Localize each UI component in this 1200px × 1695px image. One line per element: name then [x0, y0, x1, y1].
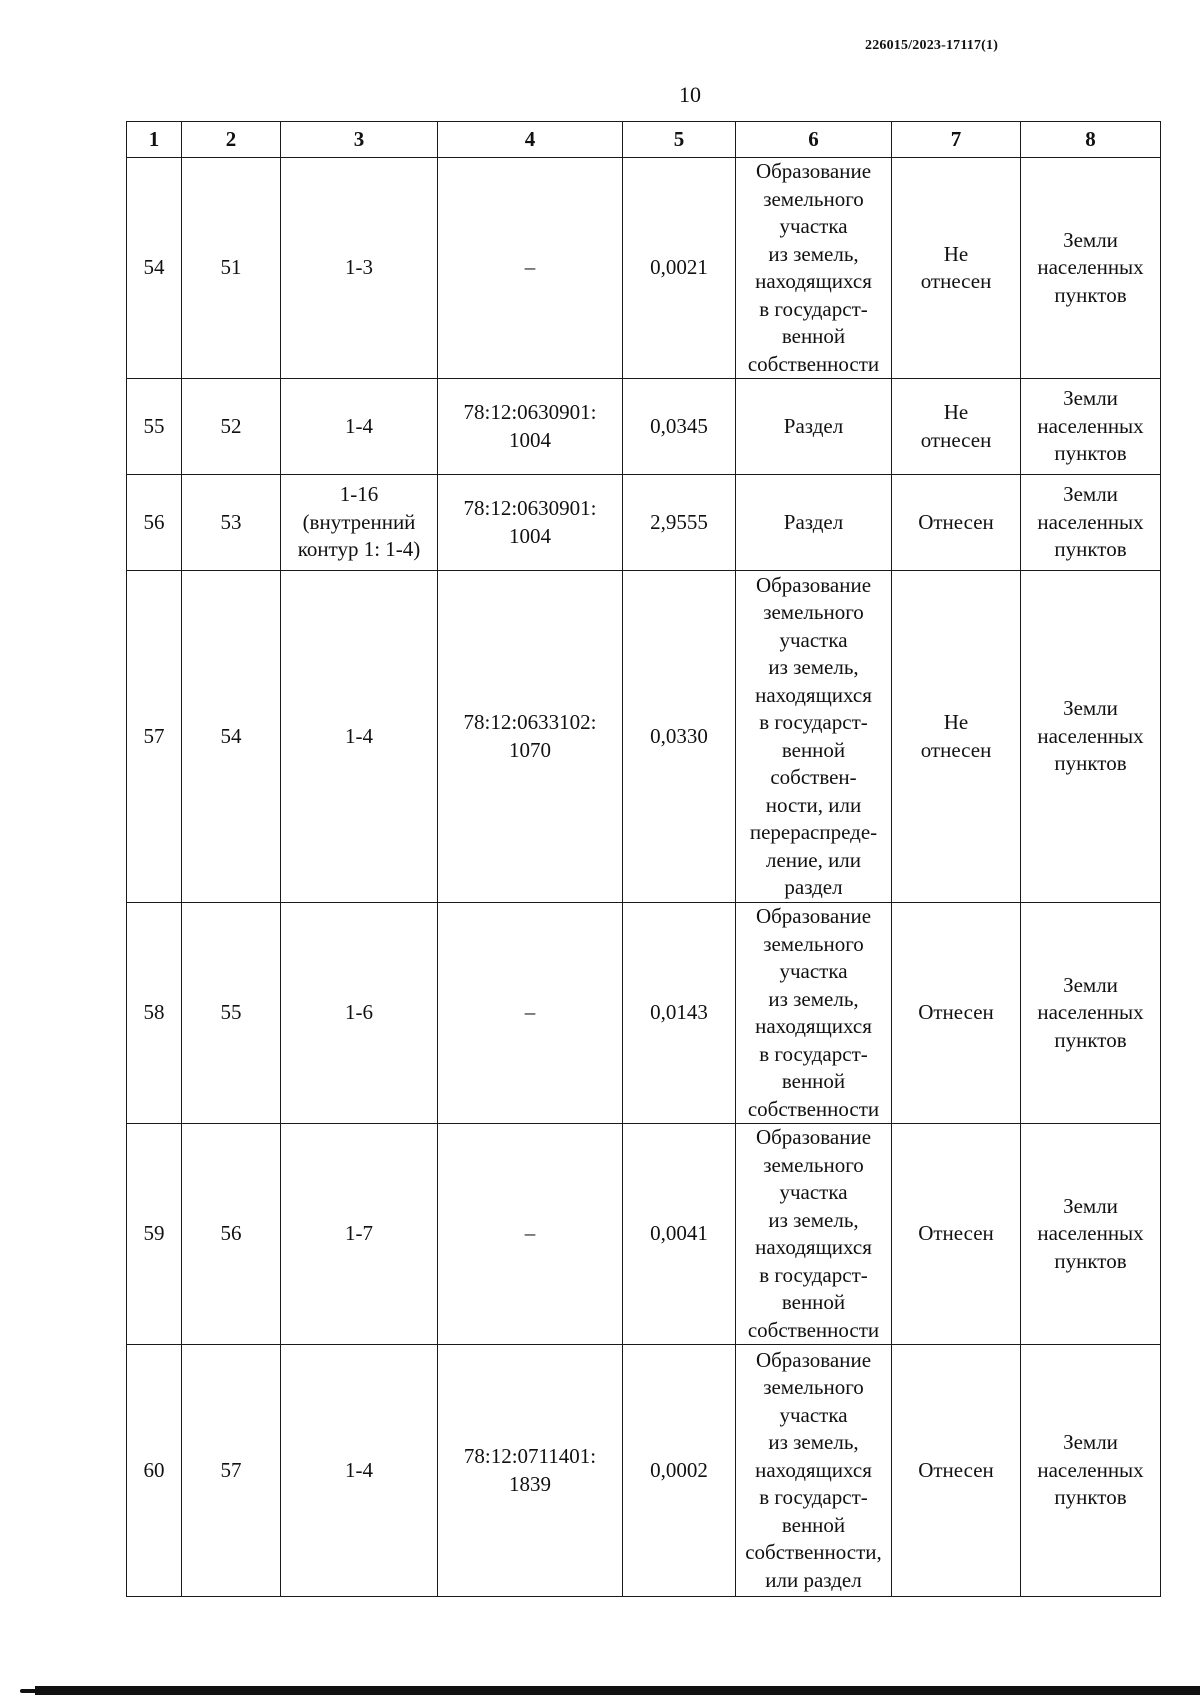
table-cell: 1-4	[281, 1345, 438, 1597]
table-cell: Отнесен	[892, 1345, 1021, 1597]
table-cell: 0,0330	[623, 571, 736, 903]
table-cell: 57	[127, 571, 182, 903]
table-cell: Не отнесен	[892, 158, 1021, 379]
column-header: 8	[1021, 122, 1161, 158]
table-cell: –	[438, 1124, 623, 1345]
column-header: 2	[182, 122, 281, 158]
table-cell: –	[438, 903, 623, 1124]
table-cell: 1-7	[281, 1124, 438, 1345]
table-cell: 78:12:0633102: 1070	[438, 571, 623, 903]
table-cell: 2,9555	[623, 475, 736, 571]
table-cell: Земли населенных пунктов	[1021, 379, 1161, 475]
table-cell: Земли населенных пунктов	[1021, 571, 1161, 903]
table-cell: Отнесен	[892, 903, 1021, 1124]
column-header: 4	[438, 122, 623, 158]
table-cell: 58	[127, 903, 182, 1124]
table-cell: 1-4	[281, 571, 438, 903]
table-cell: 51	[182, 158, 281, 379]
table-cell: 55	[127, 379, 182, 475]
page-number: 10	[679, 82, 701, 107]
table-cell: –	[438, 158, 623, 379]
table-cell: 0,0002	[623, 1345, 736, 1597]
table-cell: Земли населенных пунктов	[1021, 1124, 1161, 1345]
land-plot-table	[126, 121, 1161, 1597]
table-cell: 0,0041	[623, 1124, 736, 1345]
table-cell: 78:12:0630901: 1004	[438, 379, 623, 475]
table-row	[127, 903, 1161, 1124]
table-cell: 1-16 (внутренний контур 1: 1-4)	[281, 475, 438, 571]
table-cell: 59	[127, 1124, 182, 1345]
table-row	[127, 475, 1161, 571]
table-cell: Не отнесен	[892, 571, 1021, 903]
column-header: 3	[281, 122, 438, 158]
table-cell: Раздел	[736, 475, 892, 571]
column-header: 5	[623, 122, 736, 158]
table-cell: 78:12:0630901: 1004	[438, 475, 623, 571]
table-cell: Земли населенных пунктов	[1021, 475, 1161, 571]
table-cell: 60	[127, 1345, 182, 1597]
table-cell: Не отнесен	[892, 379, 1021, 475]
table-cell: 78:12:0711401: 1839	[438, 1345, 623, 1597]
table-cell: Образование земельного участка из земель, находящихся в государст- венной собственности	[736, 158, 892, 379]
table-cell: 54	[182, 571, 281, 903]
column-header: 1	[127, 122, 182, 158]
table-cell: Отнесен	[892, 475, 1021, 571]
table-cell: 0,0143	[623, 903, 736, 1124]
table-cell: 56	[182, 1124, 281, 1345]
scan-bottom-border	[35, 1686, 1200, 1695]
table-cell: 52	[182, 379, 281, 475]
table-cell: Земли населенных пунктов	[1021, 903, 1161, 1124]
table-header-row	[127, 122, 1161, 158]
table-cell: 56	[127, 475, 182, 571]
table-cell: Земли населенных пунктов	[1021, 158, 1161, 379]
table-row	[127, 158, 1161, 379]
table-row	[127, 379, 1161, 475]
table-cell: Образование земельного участка из земель, находящихся в государст- венной собствен- ности, или перераспреде- ление, или раздел	[736, 571, 892, 903]
table-cell: 54	[127, 158, 182, 379]
table-cell: Образование земельного участка из земель, находящихся в государст- венной собственности	[736, 1124, 892, 1345]
table-cell: 55	[182, 903, 281, 1124]
table-row	[127, 571, 1161, 903]
table-cell: 0,0021	[623, 158, 736, 379]
table-cell: Отнесен	[892, 1124, 1021, 1345]
column-header: 7	[892, 122, 1021, 158]
table-cell: Земли населенных пунктов	[1021, 1345, 1161, 1597]
table-cell: 1-6	[281, 903, 438, 1124]
table-cell: 1-3	[281, 158, 438, 379]
table-cell: 0,0345	[623, 379, 736, 475]
table-row	[127, 1345, 1161, 1597]
table-cell: 53	[182, 475, 281, 571]
column-header: 6	[736, 122, 892, 158]
table-cell: 57	[182, 1345, 281, 1597]
table-cell: Образование земельного участка из земель, находящихся в государст- венной собственности	[736, 903, 892, 1124]
table-cell: 1-4	[281, 379, 438, 475]
table-cell: Образование земельного участка из земель, находящихся в государст- венной собственности, или раздел	[736, 1345, 892, 1597]
table-cell: Раздел	[736, 379, 892, 475]
table-row	[127, 1124, 1161, 1345]
registration-number: 226015/2023-17117(1)	[865, 38, 999, 53]
